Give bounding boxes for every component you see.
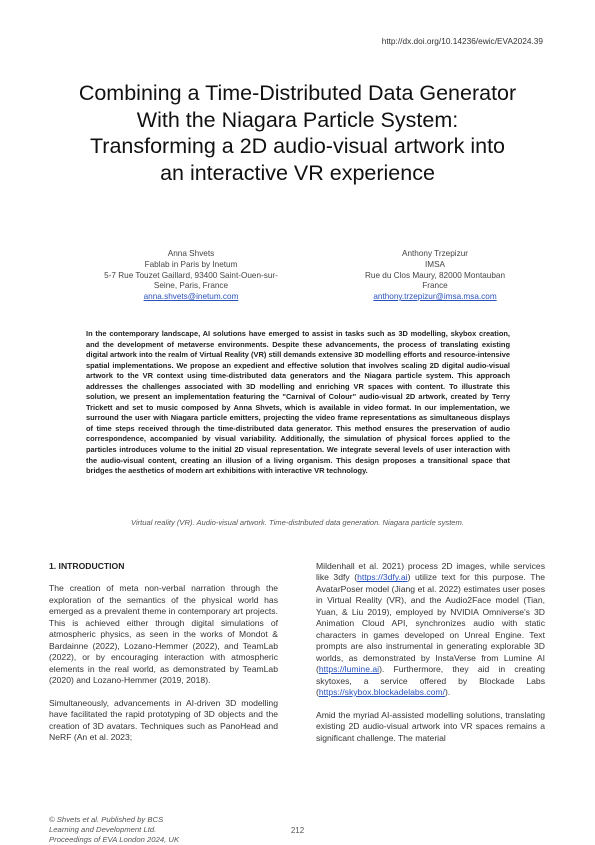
footer-line: Learning and Development Ltd. — [49, 825, 157, 834]
link-lumine[interactable]: https://lumine.ai — [318, 664, 380, 675]
author-email-link[interactable]: anna.shvets@inetum.com — [143, 292, 239, 302]
text-run: ) utilize text for this purpose. The AvatarPoser model (Jiang et al. 2022) estimates user poses in Virtual Reality (VR), and the Audio2Face model (Tian, Yuan, & Liu 2019), employed by NVIDIA Omniverse's 3D Animation Cloud API, synchronizes audio with static characters in games developed on Unreal Engine. Text prompts are also instrumental in generating explorable 3D worlds, as demonstrated by InstaVerse from Lumine AI ( — [316, 572, 546, 675]
section-heading: 1. INTRODUCTION — [49, 561, 125, 571]
paragraph: Simultaneously, advancements in AI-driven 3D modelling have facilitated the rapid prototyping of 3D objects and the creation of 3D avatars. Techniques such as PanoHead and NeRF (An et al. 2023; — [49, 697, 278, 743]
author-affiliation: IMSA — [424, 259, 446, 269]
paper-title — [40, 80, 555, 186]
page-number: 212 — [290, 826, 305, 835]
author-email-link[interactable]: anthony.trzepizur@imsa.msa.com — [373, 292, 497, 302]
author-name: Anthony Trzepizur — [402, 249, 468, 258]
title-line: Combining a Time-Distributed Data Generator — [78, 81, 517, 105]
author-affiliation: Fablab in Paris by Inetum — [144, 259, 238, 269]
author-address: Rue du Clos Maury, 82000 Montauban — [364, 270, 506, 280]
paragraph: The creation of meta non-verbal narration through the exploration of the semantics of the physical world has emerged as a prevalent theme in contemporary art projects. This is achieved either through digital simulations of atmospheric physics, as seen in the works of Mondot & Bardainne (2022), Lozano-Hemmer (2022), and TeamLab (2022), or by encouraging interaction with atmospheric elements in the real world, as demonstrated by TeamLab (2020) and Lozano-Hemmer (2019, 2018). — [49, 583, 278, 686]
footer-line: Proceedings of EVA London 2024, UK — [49, 835, 180, 844]
doi-link[interactable]: http://dx.doi.org/10.14236/ewic/EVA2024.39 — [381, 36, 543, 46]
left-column — [49, 561, 278, 755]
keywords: Virtual reality (VR). Audio-visual artwork. Time-distributed data generation. Niagara particle system. — [131, 518, 464, 527]
author-address: France — [422, 281, 448, 291]
author-block-2 — [327, 249, 543, 303]
link-skybox[interactable]: https://skybox.blockadelabs.com/ — [318, 686, 445, 697]
right-column — [316, 561, 545, 756]
author-address: 5-7 Rue Touzet Gaillard, 93400 Saint-Ouen-sur- — [104, 270, 278, 280]
title-line: an interactive VR experience — [160, 160, 435, 185]
title-line: With the Niagara Particle System: — [136, 107, 459, 132]
text-run: ). Furthermore, they aid in creating skytoxes, a service offered by Blockade Labs ( — [316, 664, 545, 697]
paragraph: Amid the myriad AI-assisted modelling solutions, translating existing 2D audio-visual artwork into VR spaces remains a significant challenge. The material — [316, 709, 545, 743]
paragraph — [316, 561, 545, 698]
text-run: ). — [444, 686, 451, 697]
title-line: Transforming a 2D audio-visual artwork into — [89, 134, 506, 158]
author-name: Anna Shvets — [167, 249, 215, 258]
abstract: In the contemporary landscape, AI solutions have emerged to assist in tasks such as 3D modelling, skybox creation, and the development of metaverse environments. Despite these advancements, the process of translating existing digital artwork into the realm of Virtual Reality (VR) still demands extensive 3D modelling efforts and resource-intensive spatial implementations. We propose an expedient and effective solution that involves scaling 2D digital audio-visual artwork to the VR context using time-distributed data generators and the Niagara particle system. This approach addresses the challenges associated with 3D modelling and enriching VR spaces with content. To illustrate this solution, we present an implementation featuring the "Carnival of Colour" audio-visual 2D artwork, created by Terry Trickett and set to music composed by Anna Shvets, which is available in video format. In our implementation, we surround the user with Niagara particle emitters, projecting the video frame representations as simultaneous displays of time steps received through the time-distributed data generator. This method ensures the preservation of audio correspondence, accompanied by visual variability. Additionally, the simulation of physical forces applied to the particles introduces volume to the initial 2D visual representation. We integrate several levels of user interaction with the audio-visual content, creating an illusion of a living organism. This design proposes a transitional space that bridges the aesthetics of modern art exhibitions with interactive VR technology. — [86, 329, 510, 476]
link-3dfy[interactable]: https://3dfy.ai — [357, 572, 408, 583]
footer-line: © Shvets et al. Published by BCS — [49, 815, 164, 824]
author-address: Seine, Paris, France — [153, 281, 229, 291]
text-run: Mildenhall et al. 2021) process 2D images, while services like 3dfy ( — [316, 561, 545, 583]
author-block-1 — [82, 249, 300, 303]
